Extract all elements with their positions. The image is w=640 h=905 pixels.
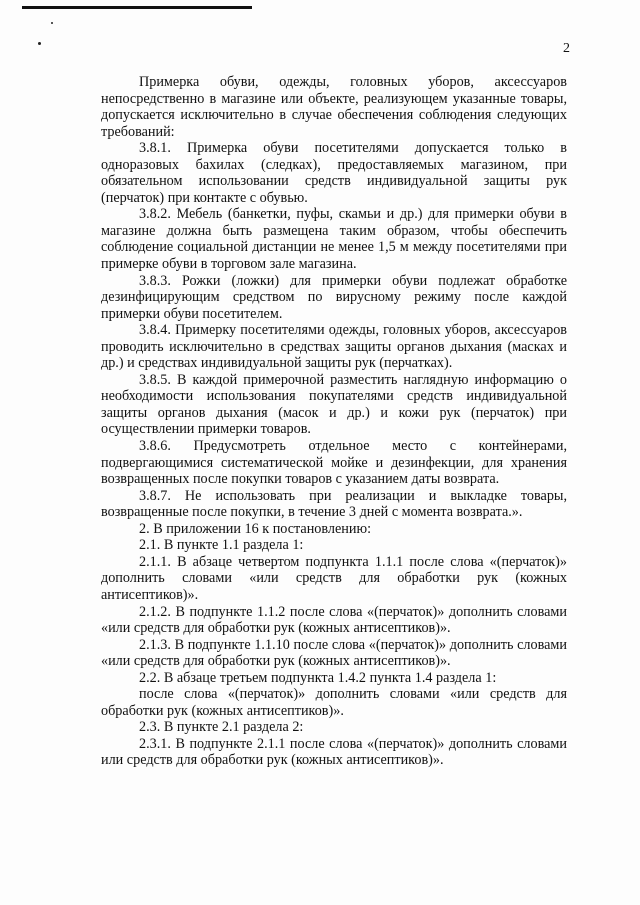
- paragraph: 3.8.6. Предусмотреть отдельное место с контейнерами, подвергающимися систематической мойке и дезинфекции, для хранения возвращенных после покупки товаров с указанием даты возврата.: [101, 438, 567, 488]
- paragraph: после слова «(перчаток)» дополнить словами «или средств для обработки рук (кожных антисептиков)».: [101, 686, 567, 719]
- paragraph: Примерка обуви, одежды, головных уборов, аксессуаров непосредственно в магазине или объекте, реализующем указанные товары, допускается исключительно в случае обеспечения соблюдения следующих требований:: [101, 74, 567, 140]
- document-body: [101, 74, 567, 769]
- paragraph: 2.1.1. В абзаце четвертом подпункта 1.1.1 после слова «(перчаток)» дополнить словами «или средств для обработки рук (кожных антисептиков)».: [101, 553, 567, 603]
- paragraph: 3.8.7. Не использовать при реализации и выкладке товары, возвращенные после покупки, в течение 3 дней с момента возврата.».: [101, 487, 567, 521]
- scan-artifact-bar: [22, 6, 252, 9]
- paragraph: 3.8.1. Примерка обуви посетителями допускается только в одноразовых бахилах (следках), предоставляемых магазином, при обязательном использовании средств индивидуальной защиты рук (перчаток) при контакте с обувью.: [101, 140, 567, 206]
- scan-speck: [51, 22, 53, 24]
- paragraph: 2.1.2. В подпункте 1.1.2 после слова «(перчаток)» дополнить словами «или средств для обработки рук (кожных антисептиков)».: [101, 603, 567, 637]
- paragraph: 3.8.5. В каждой примерочной разместить наглядную информацию о необходимости использования покупателями средств индивидуальной защиты органов дыхания (масок и др.) и кожи рук (перчаток) при осуществлении примерки товаров.: [101, 371, 567, 438]
- paragraph: 2.1. В пункте 1.1 раздела 1:: [139, 537, 304, 554]
- paragraph: 2.3. В пункте 2.1 раздела 2:: [139, 719, 304, 736]
- paragraph: 3.8.2. Мебель (банкетки, пуфы, скамьи и др.) для примерки обуви в магазине должна быть размещена таким образом, чтобы обеспечить соблюдение социальной дистанции не менее 1,5 м между посетителями при примерке обуви в торговом зале магазина.: [101, 206, 567, 273]
- paragraph: 2.3.1. В подпункте 2.1.1 после слова «(перчаток)» дополнить словами или средств для обработки рук (кожных антисептиков)».: [101, 735, 567, 769]
- paragraph: 3.8.4. Примерку посетителями одежды, головных уборов, аксессуаров проводить исключительно в средствах защиты органов дыхания (масках и др.) и средствах индивидуальной защиты рук (перчатках).: [101, 322, 567, 372]
- paragraph: 2. В приложении 16 к постановлению:: [139, 520, 372, 537]
- paragraph: 2.1.3. В подпункте 1.1.10 после слова «(перчаток)» дополнить словами «или средств для обработки рук (кожных антисептиков)».: [101, 636, 567, 670]
- scan-speck: [38, 42, 41, 45]
- paragraph: 3.8.3. Рожки (ложки) для примерки обуви подлежат обработке дезинфицирующим средством по вирусному режиму после каждой примерки обуви посетителем.: [101, 272, 567, 322]
- paragraph: 2.2. В абзаце третьем подпункта 1.4.2 пункта 1.4 раздела 1:: [139, 669, 497, 686]
- page-number: 2: [563, 41, 570, 56]
